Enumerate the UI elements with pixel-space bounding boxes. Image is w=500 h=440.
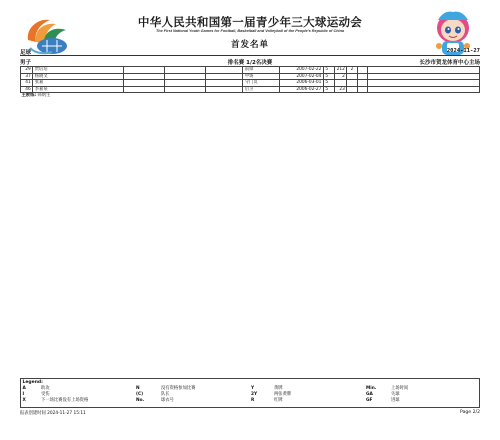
legend-item: GA [366, 392, 373, 397]
legend-item: 上场时间 [391, 386, 409, 391]
legend-item: A [22, 386, 26, 391]
player-number: 46 [21, 86, 33, 93]
stat-cell: 5 [323, 86, 334, 93]
legend-item: GF [366, 398, 373, 403]
player-birthdate: 2006-02-27 [280, 86, 324, 93]
legend-item: No. [136, 398, 145, 403]
coach-label: 主教练: [21, 93, 37, 99]
legend-item: 黄牌 [274, 386, 283, 391]
player-number: 41 [21, 80, 33, 87]
header-divider [20, 55, 480, 56]
player-birthdate: 2007-02-04 [280, 73, 324, 80]
legend-box [20, 378, 480, 408]
legend-item: 进球 [391, 398, 400, 403]
stat-cell: 5 [323, 73, 334, 80]
legend-item: (C) [136, 392, 144, 397]
legend-item: 没有资格参加比赛 [161, 386, 196, 391]
legend-item: 受伤 [41, 392, 50, 397]
legend-item: I [22, 392, 25, 397]
stat-cell: 5 [323, 80, 334, 87]
starting-lineup-table [20, 66, 480, 99]
player-position: 中场 [243, 73, 280, 80]
gender-label: 男子 [20, 59, 32, 66]
legend-item: 下一场比赛没有上场资格 [41, 398, 89, 403]
legend-item: 2Y [251, 392, 258, 397]
venue-label: 长沙市贺龙体育中心主场 [419, 59, 480, 66]
legend-item: R [251, 398, 255, 403]
match-stage: 排名赛 1/2名决赛 [227, 59, 273, 66]
games-title-chinese: 中华人民共和国第一届青少年三大球运动会 [137, 15, 363, 29]
player-name: 贾培培 [33, 67, 124, 74]
legend-item: Y [251, 386, 255, 391]
player-number: 37 [21, 73, 33, 80]
legend-title: Legend: [22, 380, 43, 385]
report-created-time: 报表创建时间 2024-11-27 15:11 [20, 411, 86, 416]
stat-cell: 212 [335, 67, 347, 74]
stat-cell: 2 [335, 73, 347, 80]
coach-name: 韩炳生 [37, 93, 51, 99]
legend-item: 两张黄牌 [274, 392, 292, 397]
player-birthdate: 2007-02-22 [280, 67, 324, 74]
document-title: 首发名单 [230, 40, 269, 50]
player-position: 前锋 [243, 67, 280, 74]
stat-cell: 2 [347, 67, 357, 74]
legend-item: 球衣号 [161, 398, 174, 403]
legend-item: 队长 [161, 392, 170, 397]
page-number: Page 2/2 [460, 410, 480, 415]
player-number: 29 [21, 67, 33, 74]
legend-item: 失球 [391, 392, 400, 397]
stat-cell: 23 [335, 86, 347, 93]
player-name: 李嘉泉 [33, 86, 124, 93]
coach-row [21, 93, 480, 99]
player-birthdate: 2006-03-01 [280, 80, 324, 87]
player-name: 杨晓文 [33, 73, 124, 80]
player-name: 张嘉 [33, 80, 124, 87]
stat-cell: 5 [323, 67, 334, 74]
legend-item: Min. [366, 386, 377, 391]
sport-label: 足球 [20, 50, 32, 56]
legend-item: 助攻 [41, 386, 50, 391]
legend-item: 红牌 [274, 398, 283, 403]
player-position: 后卫 [243, 86, 280, 93]
player-position: 守门员 [243, 80, 280, 87]
legend-item: N [136, 386, 140, 391]
legend-item: X [22, 398, 26, 403]
report-date: 2024-11-27 [446, 48, 480, 54]
games-title-english: The First National Youth Games for Football, Basketball and Volleyball of the People's Republic of China [155, 29, 345, 33]
